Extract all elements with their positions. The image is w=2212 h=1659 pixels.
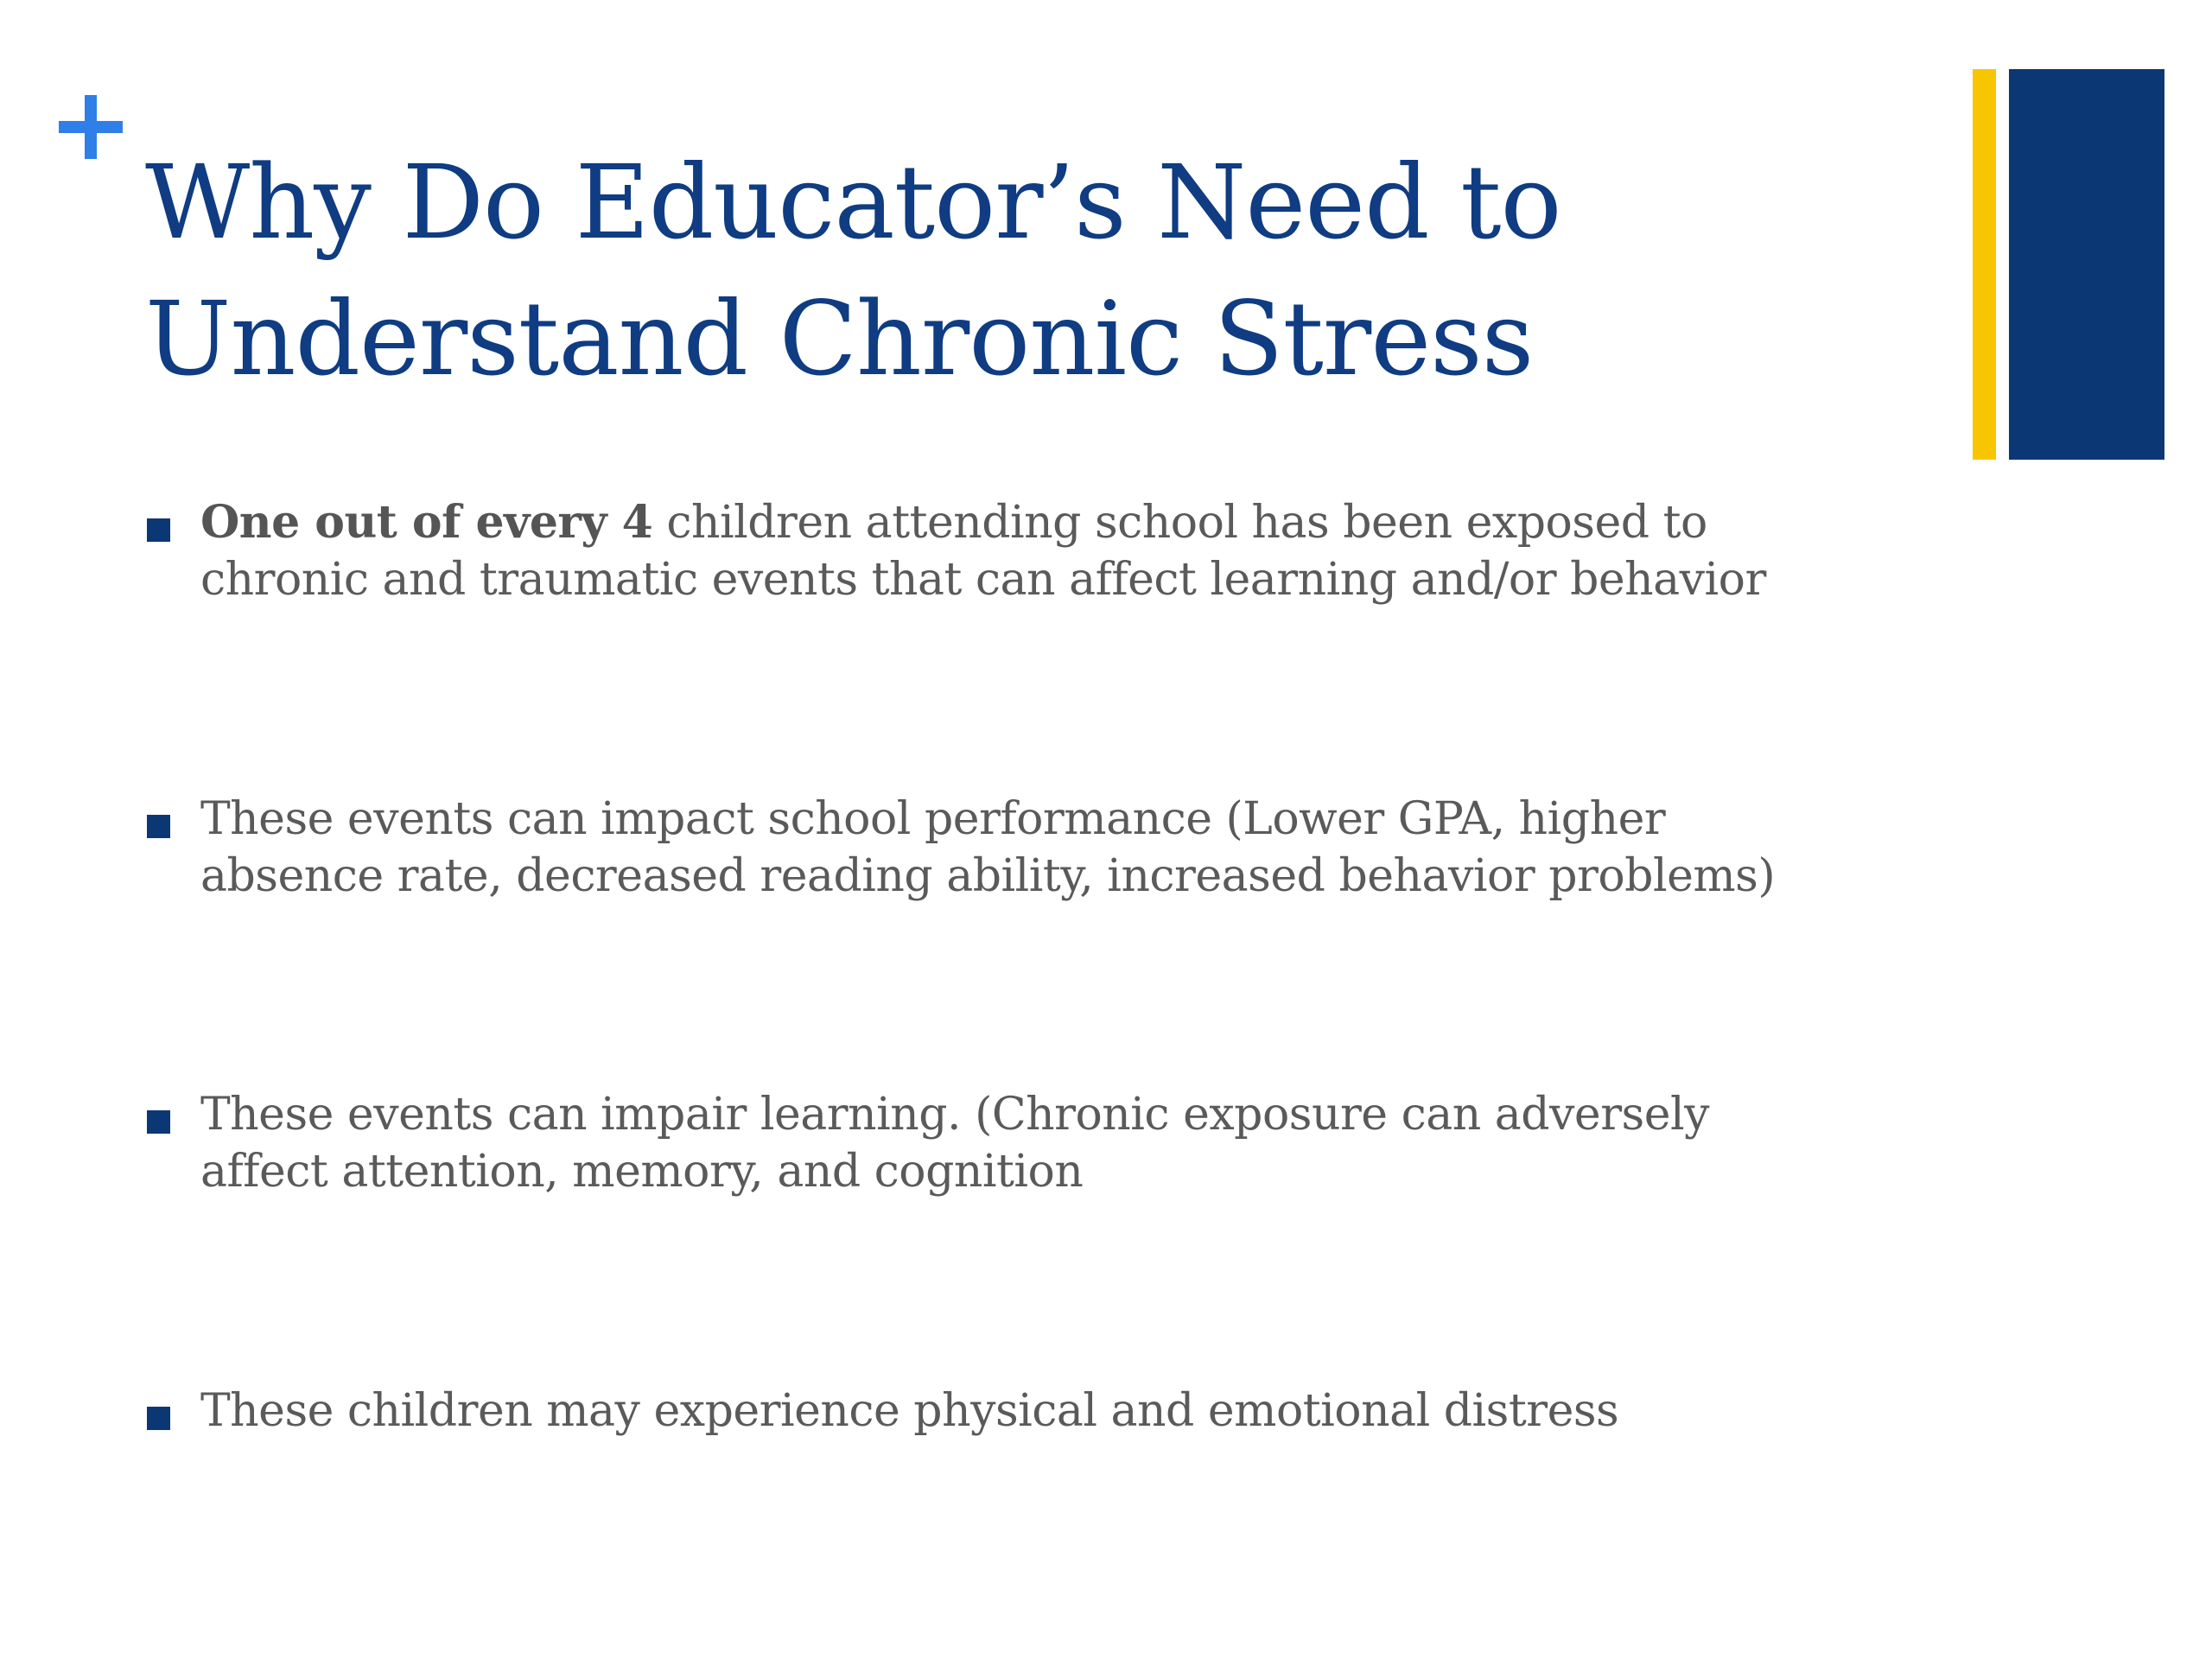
bullet-line: These children may experience physical and emotional distress: [200, 1385, 1619, 1437]
bullet-text: [200, 494, 1998, 608]
square-bullet-icon: [147, 815, 170, 838]
bullet-bold-text: One out of every 4: [200, 496, 653, 549]
bullet-text: [200, 1086, 1998, 1200]
bullet-text: [200, 791, 1998, 905]
bullet-line: affect attention, memory, and cognition: [200, 1146, 1084, 1198]
bullet-line: These events can impair learning. (Chronic exposure can adversely: [200, 1089, 1710, 1141]
square-bullet-icon: [147, 1110, 170, 1134]
slide-title-line-2: Understand Chronic Stress: [145, 279, 1534, 398]
bullet-line: [200, 494, 1998, 551]
square-bullet-icon: [147, 518, 170, 542]
bullet-text: [200, 1382, 1998, 1440]
bullet-line: These events can impact school performance (Lower GPA, higher: [200, 793, 1666, 845]
slide-title-line-1: Why Do Educator’s Need to: [145, 143, 1561, 262]
bullet-line: absence rate, decreased reading ability, increased behavior problems): [200, 850, 1776, 902]
bullet-line: chronic and traumatic events that can affect learning and/or behavior: [200, 554, 1766, 606]
square-bullet-icon: [147, 1407, 170, 1430]
bullet-line-rest: children attending school has been exposed to: [652, 497, 1707, 549]
